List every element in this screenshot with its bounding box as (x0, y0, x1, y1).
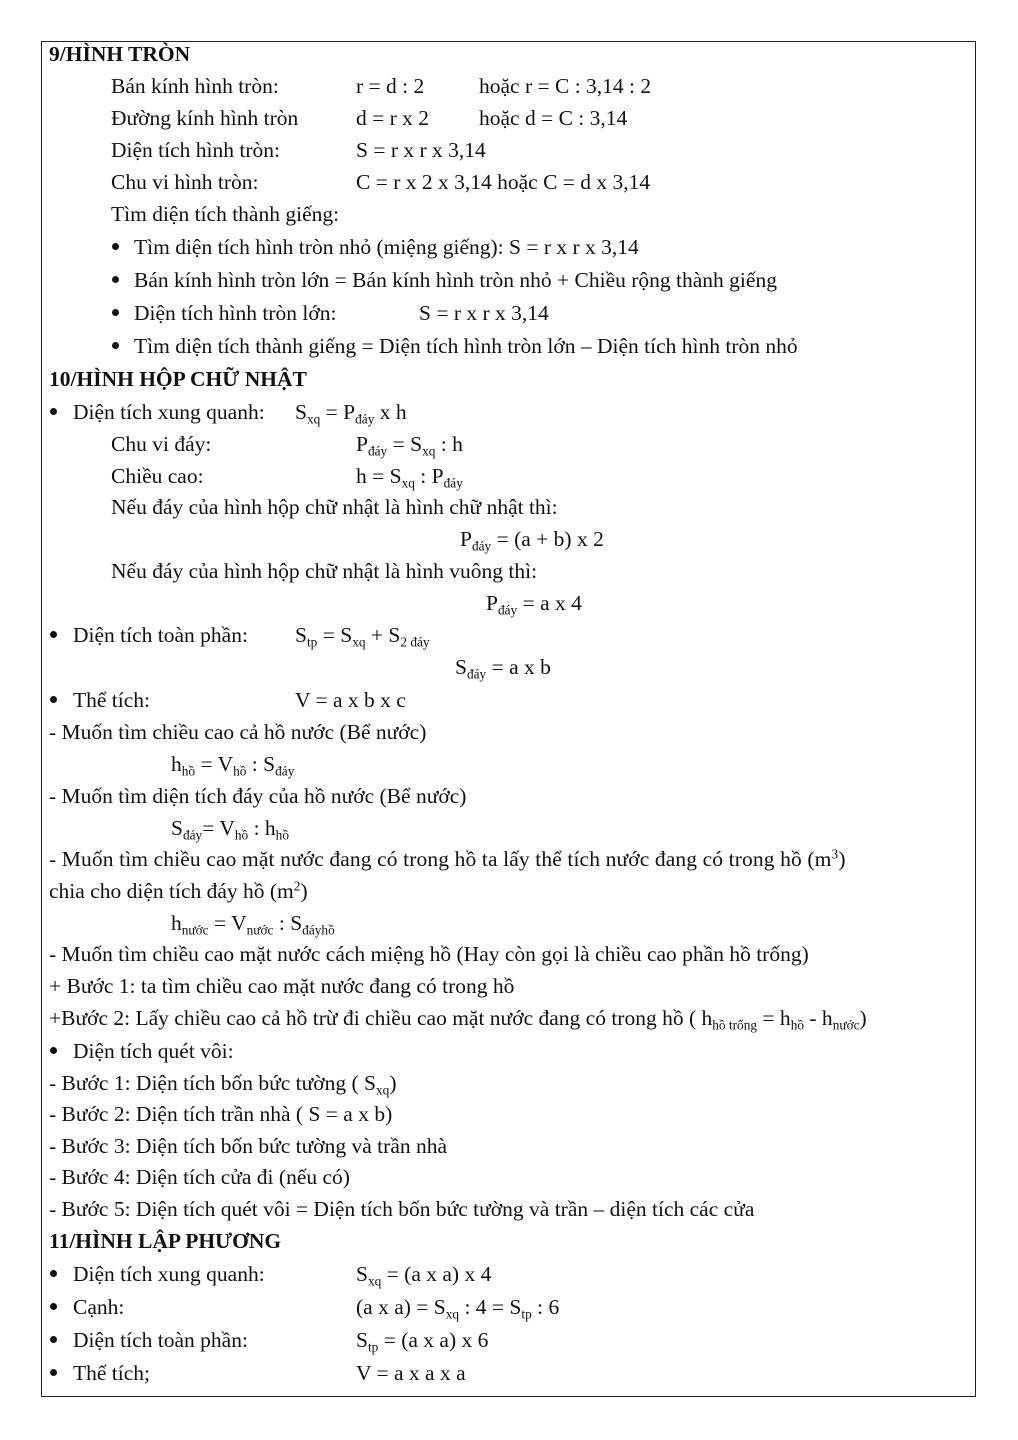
bullet-icon (50, 1270, 57, 1277)
ban-kinh-formula: r = d : 2 (356, 74, 425, 98)
hhcn-p-day-vuong-formula: $P_{đáy} = a$ x 4 (486, 591, 582, 618)
ban-kinh-label: Bán kính hình tròn: (111, 74, 279, 98)
bullet-icon (50, 1369, 57, 1376)
bullet-icon (50, 1336, 57, 1343)
bullet-icon (112, 342, 119, 349)
hhcn-chia-dien-tich-day: chia cho diện tích đáy hồ $(m^2)$ (49, 878, 308, 903)
bullet-icon (112, 243, 119, 250)
hlp-canh-label: Cạnh: (73, 1295, 125, 1319)
hhcn-xq-formula: $S_{xq} = P_{đáy}$ x h (295, 400, 407, 427)
hhcn-muon-chieu-cao-ho-trong: - Muốn tìm chiều cao mặt nước cách miệng hồ (Hay còn gọi là chiều cao phần hồ trống) (49, 942, 809, 966)
hhcn-muon-dien-tich-day: - Muốn tìm diện tích đáy của hồ nước (Bể nước) (49, 784, 467, 808)
hhcn-the-tich-label: Thể tích: (73, 688, 151, 712)
hlp-xq-formula: $S_{xq} = (a$ x a) x 4 (356, 1262, 492, 1289)
hhcn-the-tich-formula: V = a x b x c (295, 688, 406, 712)
hhcn-muon-chieu-cao-mat-nuoc: - Muốn tìm chiều cao mặt nước đang có trong hồ ta lấy thể tích nước đang có trong hồ $(m^3)$ (49, 846, 846, 871)
hlp-tp-label: Diện tích toàn phần: (73, 1328, 248, 1352)
hlp-the-tich-formula: V = a x a x a (356, 1361, 466, 1385)
bullet-icon (50, 631, 57, 638)
hhcn-quet-voi-buoc-3: - Bước 3: Diện tích bốn bức tường và trần nhà (49, 1134, 448, 1158)
hhcn-neu-day-vuong: Nếu đáy của hình hộp chữ nhật là hình vuông thì: (111, 559, 538, 583)
thanh-gieng-step-4: Tìm diện tích thành giếng = Diện tích hình tròn lớn – Diện tích hình tròn nhỏ (134, 334, 798, 358)
hhcn-neu-day-chu-nhat: Nếu đáy của hình hộp chữ nhật là hình chữ nhật thì: (111, 495, 558, 519)
duong-kinh-formula-alt: hoặc d = C : 3,14 (479, 106, 628, 130)
bullet-icon (50, 696, 57, 703)
hhcn-chieu-cao-label: Chiều cao: (111, 464, 204, 488)
hhcn-muon-chieu-cao-ho: - Muốn tìm chiều cao cả hồ nước (Bể nước) (49, 720, 427, 744)
hhcn-chieu-cao-ho-formula: $h_{hồ} = V_{hồ}$ : $S_{đáy}$ (171, 752, 295, 779)
bullet-icon (50, 408, 57, 415)
thanh-gieng-title: Tìm diện tích thành giếng: (111, 202, 340, 226)
hhcn-chieu-cao-nuoc-formula: $h_{nước} = V_{nước}$ : $S_{đáyhồ}$ (171, 911, 335, 938)
thanh-gieng-step-3-label: Diện tích hình tròn lớn: (134, 301, 337, 325)
hhcn-xq-label: Diện tích xung quanh: (73, 400, 265, 424)
bullet-icon (112, 276, 119, 283)
hhcn-quet-voi-label: Diện tích quét vôi: (73, 1039, 234, 1063)
ban-kinh-formula-alt: hoặc r = C : 3,14 : 2 (479, 74, 652, 98)
hlp-the-tich-label: Thể tích; (73, 1361, 151, 1385)
hlp-canh-formula: (a x $a) = S_{xq}$ : $4 = S_{tp}$ : 6 (356, 1295, 560, 1322)
hhcn-quet-voi-buoc-2: - Bước 2: Diện tích trần nhà ( S = a x b) (49, 1102, 393, 1126)
hhcn-s-day-formula: $S_{đáy} = a$ x b (455, 655, 551, 682)
bullet-icon (50, 1047, 57, 1054)
hhcn-buoc-1: + Bước 1: ta tìm chiều cao mặt nước đang có trong hồ (49, 974, 515, 998)
hlp-tp-formula: $S_{tp} = (a$ x a) x 6 (356, 1328, 489, 1355)
hhcn-quet-voi-buoc-5: - Bước 5: Diện tích quét vôi = Diện tích bốn bức tường và trần – diện tích các cửa (49, 1197, 755, 1221)
duong-kinh-label: Đường kính hình tròn (111, 106, 299, 130)
bullet-icon (112, 309, 119, 316)
dien-tich-tron-label: Diện tích hình tròn: (111, 138, 280, 162)
heading-hinh-lap-phuong: 11/HÌNH LẬP PHƯƠNG (49, 1229, 282, 1253)
hlp-xq-label: Diện tích xung quanh: (73, 1262, 265, 1286)
thanh-gieng-step-3-formula: S = r x r x 3,14 (419, 301, 549, 325)
heading-hinh-tron: 9/HÌNH TRÒN (49, 42, 191, 66)
hhcn-p-day-chu-nhat-formula: $P_{đáy} = (a + b)$ x 2 (460, 527, 604, 554)
hhcn-quet-voi-buoc-1: - Bước 1: Diện tích bốn bức tường ( $S_{xq}$) (49, 1071, 397, 1098)
thanh-gieng-step-1: Tìm diện tích hình tròn nhỏ (miệng giếng): S = r x r x 3,14 (134, 235, 639, 259)
hhcn-quet-voi-buoc-4: - Bước 4: Diện tích cửa đi (nếu có) (49, 1165, 350, 1189)
hhcn-chu-vi-label: Chu vi đáy: (111, 432, 212, 456)
chu-vi-label: Chu vi hình tròn: (111, 170, 259, 194)
thanh-gieng-step-2: Bán kính hình tròn lớn = Bán kính hình tròn nhỏ + Chiều rộng thành giếng (134, 268, 777, 292)
hhcn-dien-tich-day-formula: $S_{đáy}= V_{hồ}$ : $h_{hồ}$ (171, 816, 289, 843)
hhcn-tp-label: Diện tích toàn phần: (73, 623, 248, 647)
hhcn-buoc-2: +Bước 2: Lấy chiều cao cả hồ trừ đi chiều cao mặt nước đang có trong hồ ( $h_{hồ trống} = h_{hồ} - h_{nước}$) (49, 1006, 867, 1033)
duong-kinh-formula: d = r x 2 (356, 106, 430, 130)
heading-hinh-hop-chu-nhat: 10/HÌNH HỘP CHỮ NHẬT (49, 367, 307, 391)
hhcn-tp-formula: $S_{tp} = S_{xq} + S_{2 đáy}$ (295, 623, 430, 650)
chu-vi-formula: C = r x 2 x 3,14 hoặc C = d x 3,14 (356, 170, 651, 194)
hhcn-chu-vi-formula: $P_{đáy} = S_{xq}$ : h (356, 432, 463, 459)
hhcn-chieu-cao-formula: $h = S_{xq}$ : $P_{đáy}$ (356, 464, 463, 491)
bullet-icon (50, 1303, 57, 1310)
dien-tich-tron-formula: S = r x r x 3,14 (356, 138, 486, 162)
